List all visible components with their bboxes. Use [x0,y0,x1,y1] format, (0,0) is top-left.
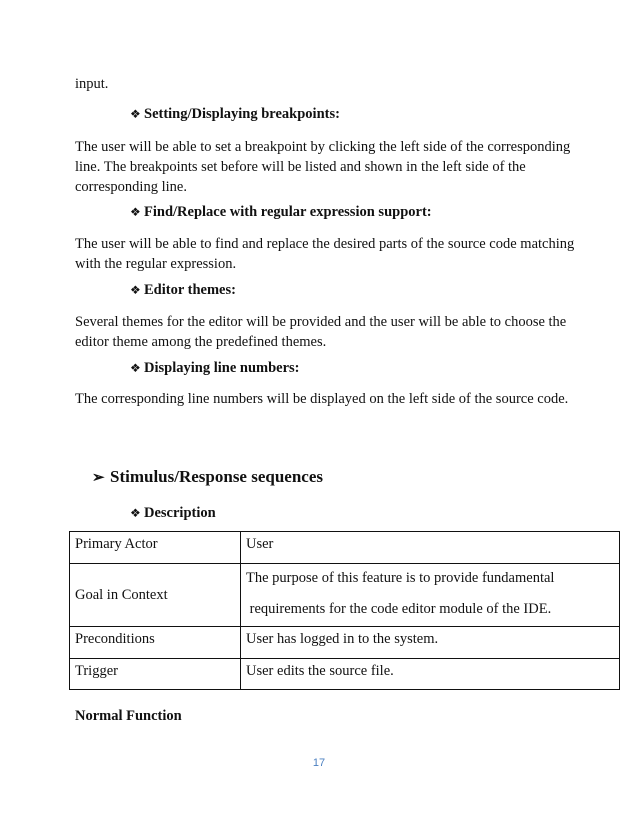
table-value: User [241,532,620,564]
table-value: User edits the source file. [241,659,620,690]
feature-text-breakpoints: The user will be able to set a breakpoint by clicking the left side of the corresponding line. The breakpoints set before will be listed and shown in the left side of the corresponding line. [75,139,571,195]
feature-title-find-replace: ❖ Find/Replace with regular expression support: [130,204,432,220]
feature-text-line-numbers: The corresponding line numbers will be displayed on the left side of the source code. [75,391,569,407]
table-label: Primary Actor [70,532,241,564]
feature-title-themes: ❖ Editor themes: [130,282,236,298]
page-number: 17 [312,757,326,769]
diamond-bullet-icon: ❖ [130,205,141,219]
table-row [70,627,620,659]
table-value-line: The purpose of this feature is to provide fundamental [246,570,555,586]
feature-title-breakpoints: ❖ Setting/Displaying breakpoints: [130,106,340,122]
description-table [69,531,620,690]
diamond-bullet-icon: ❖ [130,107,141,121]
table-row [70,532,620,564]
diamond-bullet-icon: ❖ [130,283,141,297]
feature-text-find-replace: The user will be able to find and replace the desired parts of the source code matching with the regular expression. [75,236,575,272]
arrow-bullet-icon: ➢ [92,470,105,486]
description-label: ❖ Description [130,505,216,521]
table-label: Goal in Context [70,564,241,627]
table-label: Preconditions [70,627,241,659]
table-row [70,564,620,627]
diamond-bullet-icon: ❖ [130,361,141,375]
feature-text-themes: Several themes for the editor will be provided and the user will be able to choose the editor theme among the predefined themes. [75,314,567,350]
feature-title-line-numbers: ❖ Displaying line numbers: [130,360,300,376]
section-title: ➢ Stimulus/Response sequences [92,466,323,489]
table-value-line: requirements for the code editor module of the IDE. [246,601,552,617]
table-value [241,564,620,627]
intro-fragment: input. [75,76,109,92]
table-row [70,659,620,690]
table-value: User has logged in to the system. [241,627,620,659]
diamond-bullet-icon: ❖ [130,506,141,520]
normal-function-heading: Normal Function [75,708,182,724]
table-label: Trigger [70,659,241,690]
